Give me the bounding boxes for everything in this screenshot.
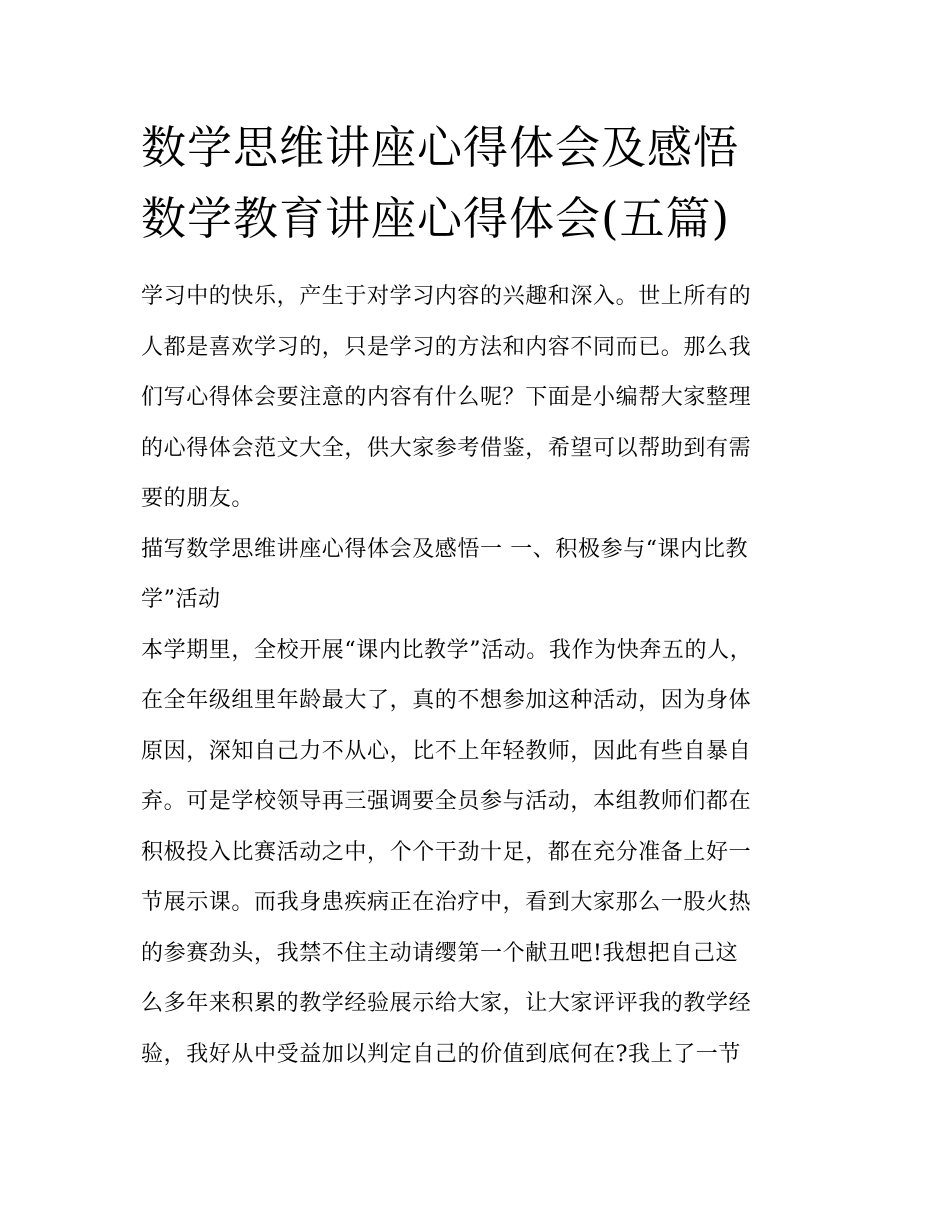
text-line: 的心得体会范文大全，供大家参考借鉴，希望可以帮助到有需 [141, 435, 752, 461]
text-line: 本学期里，全校开展“课内比教学”活动。我作为快奔五的人， [141, 637, 753, 663]
text-line: 们写心得体会要注意的内容有什么呢？下面是小编帮大家整理 [141, 385, 752, 410]
body-paragraph [141, 626, 821, 1081]
text-line: 描写数学思维讲座心得体会及感悟一 一、积极参与“课内比教 [141, 536, 749, 562]
title-line: 数学教育讲座心得体会(五篇) [141, 192, 731, 245]
text-line: 原因，深知自己力不从心，比不上年轻教师，因此有些自暴自 [141, 738, 752, 764]
section-heading [141, 525, 821, 626]
text-line: 学习中的快乐，产生于对学习内容的兴趣和深入。世上所有的 [141, 284, 752, 309]
text-line: 在全年级组里年龄最大了，真的不想参加这种活动，因为身体 [141, 688, 752, 713]
text-line: 节展示课。而我身患疾病正在治疗中，看到大家那么一股火热 [141, 890, 752, 915]
title-line: 数学思维讲座心得体会及感悟 [141, 121, 740, 174]
document-title [141, 112, 821, 254]
text-line: 的参赛劲头，我禁不住主动请缨第一个献丑吧!我想把自己这 [141, 940, 739, 966]
text-line: 弃。可是学校领导再三强调要全员参与活动，本组教师们都在 [141, 789, 752, 814]
document-page [141, 112, 821, 1080]
text-line: 要的朋友。 [141, 486, 255, 511]
text-line: 人都是喜欢学习的，只是学习的方法和内容不同而已。那么我 [141, 334, 752, 360]
intro-paragraph [141, 272, 821, 525]
text-line: 验，我好从中受益加以判定自己的价值到底何在?我上了一节 [141, 1041, 741, 1067]
text-line: 么多年来积累的教学经验展示给大家，让大家评评我的教学经 [141, 991, 752, 1016]
text-line: 学”活动 [141, 587, 221, 612]
text-line: 积极投入比赛活动之中，个个干劲十足，都在充分准备上好一 [141, 839, 752, 865]
